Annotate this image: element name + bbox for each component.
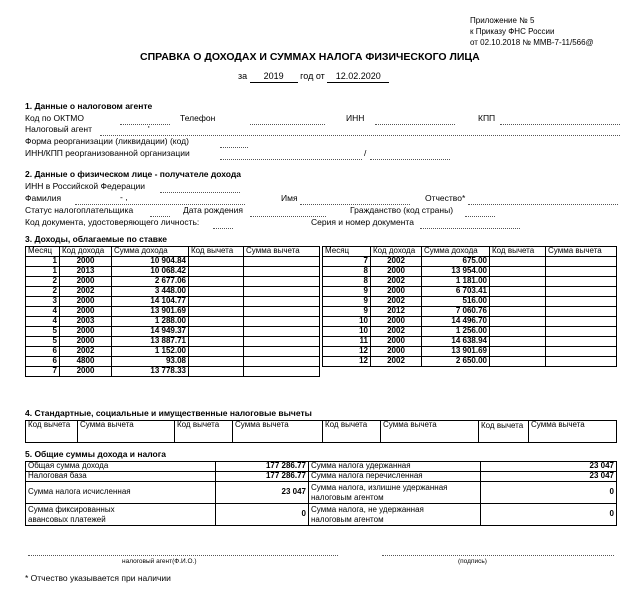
tax-base-value: 177 286.77 xyxy=(216,472,309,482)
agent-fio-caption: налоговый агент(Ф.И.О.) xyxy=(122,558,197,565)
table-row xyxy=(323,277,617,287)
cell-income-code: 2000 xyxy=(60,367,112,377)
table-row xyxy=(26,257,320,267)
cell-month: 9 xyxy=(323,287,371,297)
cell-deduct-sum xyxy=(244,327,320,337)
cell-income-code: 2000 xyxy=(60,327,112,337)
appendix-line2: к Приказу ФНС России xyxy=(470,27,555,36)
footnote: * Отчество указывается при наличии xyxy=(25,573,171,583)
cell-deduct-code xyxy=(189,337,244,347)
table-row xyxy=(26,277,320,287)
tax-withheld-label: Сумма налога удержанная xyxy=(309,462,481,472)
citizenship-field[interactable] xyxy=(465,216,495,217)
cell-income-sum: 14 638.94 xyxy=(422,337,490,347)
cell-deduct-code xyxy=(490,307,546,317)
cell-deduct-sum xyxy=(546,277,617,287)
cell-deduct-code xyxy=(490,347,546,357)
not-withheld-label-line2: налоговым агентом xyxy=(311,514,384,524)
cell-income-sum: 14 104.77 xyxy=(112,297,189,307)
cell-income-code: 2000 xyxy=(371,347,422,357)
cell-income-code: 2000 xyxy=(60,297,112,307)
inn-rf-label: ИНН в Российской Федерации xyxy=(25,181,146,191)
deduct-sum-1: Сумма вычета xyxy=(78,421,175,443)
table-row xyxy=(26,327,320,337)
inn-field[interactable] xyxy=(375,124,455,125)
cell-income-sum: 13 954.00 xyxy=(422,267,490,277)
inn-rf-field[interactable] xyxy=(160,192,240,193)
col-deduct-code: Код вычета xyxy=(490,247,546,257)
table-row xyxy=(26,347,320,357)
cell-deduct-sum xyxy=(244,337,320,347)
totals-table xyxy=(25,461,617,526)
col-month: Месяц xyxy=(26,247,60,257)
cell-income-code: 2002 xyxy=(371,357,422,367)
cell-month: 5 xyxy=(26,337,60,347)
cell-income-sum: 13 887.71 xyxy=(112,337,189,347)
table-row xyxy=(26,267,320,277)
cell-deduct-sum xyxy=(244,317,320,327)
cell-deduct-code xyxy=(189,357,244,367)
cell-deduct-sum xyxy=(546,297,617,307)
excess-label xyxy=(309,482,481,504)
deduct-sum-2: Сумма вычета xyxy=(233,421,323,443)
cell-income-sum: 14 949.37 xyxy=(112,327,189,337)
cell-month: 6 xyxy=(26,347,60,357)
cell-deduct-sum xyxy=(244,297,320,307)
cell-deduct-code xyxy=(189,267,244,277)
cell-deduct-sum xyxy=(244,277,320,287)
table-row xyxy=(26,367,320,377)
deduct-code-3: Код вычета xyxy=(323,421,381,443)
table-row xyxy=(323,347,617,357)
table-row xyxy=(26,307,320,317)
deduct-code-2: Код вычета xyxy=(175,421,233,443)
table-row xyxy=(323,267,617,277)
period-year: 2019 xyxy=(250,72,298,83)
kpp-field[interactable] xyxy=(500,124,620,125)
phone-field[interactable] xyxy=(250,124,325,125)
deduct-code-4: Код вычета xyxy=(479,421,529,443)
table-row xyxy=(323,257,617,267)
excess-label-line2: налоговым агентом xyxy=(311,492,384,502)
cell-deduct-sum xyxy=(546,307,617,317)
cell-income-sum: 14 496.70 xyxy=(422,317,490,327)
doc-series-field[interactable] xyxy=(420,228,520,229)
cell-deduct-sum xyxy=(244,367,320,377)
cell-deduct-sum xyxy=(546,287,617,297)
cell-income-code: 2002 xyxy=(60,287,112,297)
cell-month: 9 xyxy=(323,307,371,317)
cell-income-code: 2000 xyxy=(371,267,422,277)
total-income-label: Общая сумма дохода xyxy=(26,462,216,472)
reorg-slash: / xyxy=(364,148,367,158)
cell-deduct-sum xyxy=(546,317,617,327)
cell-month: 11 xyxy=(323,337,371,347)
cell-month: 10 xyxy=(323,317,371,327)
table-row xyxy=(323,287,617,297)
kpp-label: КПП xyxy=(478,113,496,123)
deductions-table xyxy=(25,420,617,443)
cell-income-sum: 3 448.00 xyxy=(112,287,189,297)
cell-income-code: 2002 xyxy=(371,277,422,287)
cell-income-sum: 93.08 xyxy=(112,357,189,367)
col-income-sum: Сумма дохода xyxy=(422,247,490,257)
appendix-line3: от 02.10.2018 № ММВ-7-11/566@ xyxy=(470,38,594,47)
cell-income-code: 2000 xyxy=(60,307,112,317)
cell-deduct-code xyxy=(189,287,244,297)
cell-deduct-code xyxy=(490,257,546,267)
cell-month: 7 xyxy=(323,257,371,267)
doc-series-label: Серия и номер документа xyxy=(311,217,414,227)
tax-withheld-value: 23 047 xyxy=(481,462,617,472)
cell-month: 12 xyxy=(323,347,371,357)
table-row xyxy=(26,317,320,327)
signature-caption: (подпись) xyxy=(458,558,487,565)
cell-income-code: 2002 xyxy=(371,297,422,307)
period-za: за xyxy=(238,71,248,81)
cell-income-sum: 675.00 xyxy=(422,257,490,267)
cell-deduct-sum xyxy=(546,327,617,337)
cell-deduct-sum xyxy=(244,267,320,277)
not-withheld-value: 0 xyxy=(481,504,617,526)
fixed-adv-label xyxy=(26,504,216,526)
table-row xyxy=(323,307,617,317)
cell-deduct-sum xyxy=(546,337,617,347)
excess-value: 0 xyxy=(481,482,617,504)
not-withheld-label-line1: Сумма налога, не удержанная xyxy=(311,504,424,514)
income-table-left xyxy=(25,246,320,377)
cell-deduct-sum xyxy=(244,357,320,367)
col-income-sum: Сумма дохода xyxy=(112,247,189,257)
cell-deduct-sum xyxy=(546,347,617,357)
cell-income-sum: 13 901.69 xyxy=(422,347,490,357)
table-row xyxy=(323,327,617,337)
section3-heading: 3. Доходы, облагаемые по ставке xyxy=(25,234,167,244)
col-deduct-sum: Сумма вычета xyxy=(244,247,320,257)
cell-deduct-code xyxy=(490,277,546,287)
signature-line-left[interactable] xyxy=(28,555,338,556)
doc-code-field[interactable] xyxy=(213,228,233,229)
cell-month: 8 xyxy=(323,277,371,287)
cell-income-sum: 2 650.00 xyxy=(422,357,490,367)
cell-month: 12 xyxy=(323,357,371,367)
fixed-adv-label-line1: Сумма фиксированных xyxy=(28,504,115,514)
cell-deduct-sum xyxy=(244,307,320,317)
section1-heading: 1. Данные о налоговом агенте xyxy=(25,101,153,111)
oktmo-label: Код по ОКТМО xyxy=(25,113,84,123)
cell-month: 4 xyxy=(26,317,60,327)
table-row xyxy=(26,287,320,297)
surname-mark: - , xyxy=(120,192,128,202)
appendix-line1: Приложение № 5 xyxy=(470,16,535,25)
section2-heading: 2. Данные о физическом лице - получателе дохода xyxy=(25,169,241,179)
reorg-inn-label: ИНН/КПП реорганизованной организации xyxy=(25,148,190,158)
cell-income-code: 2000 xyxy=(60,257,112,267)
cell-month: 1 xyxy=(26,267,60,277)
cell-income-sum: 516.00 xyxy=(422,297,490,307)
reorg-form-field[interactable] xyxy=(220,147,248,148)
document-title: СПРАВКА О ДОХОДАХ И СУММАХ НАЛОГА ФИЗИЧЕСКОГО ЛИЦА xyxy=(140,51,480,63)
cell-deduct-code xyxy=(189,327,244,337)
cell-deduct-code xyxy=(189,367,244,377)
name-label: Имя xyxy=(281,193,298,203)
col-deduct-code: Код вычета xyxy=(189,247,244,257)
signature-line-right[interactable] xyxy=(382,555,614,556)
income-table-left-header xyxy=(26,247,320,257)
agent-label: Налоговый агент xyxy=(25,124,92,134)
inn-label: ИНН xyxy=(346,113,365,123)
cell-deduct-code xyxy=(189,307,244,317)
cell-deduct-sum xyxy=(244,287,320,297)
reorg-inn-field[interactable] xyxy=(220,159,362,160)
cell-deduct-code xyxy=(189,257,244,267)
cell-income-code: 2002 xyxy=(371,327,422,337)
cell-month: 2 xyxy=(26,277,60,287)
cell-income-code: 2000 xyxy=(371,337,422,347)
cell-income-sum: 6 703.41 xyxy=(422,287,490,297)
table-row xyxy=(26,357,320,367)
cell-income-code: 2013 xyxy=(60,267,112,277)
cell-month: 9 xyxy=(323,297,371,307)
cell-income-code: 2002 xyxy=(60,347,112,357)
cell-deduct-sum xyxy=(546,357,617,367)
cell-deduct-code xyxy=(490,297,546,307)
cell-income-code: 2000 xyxy=(371,317,422,327)
col-income-code: Код дохода xyxy=(371,247,422,257)
cell-month: 3 xyxy=(26,297,60,307)
period-date: 12.02.2020 xyxy=(327,72,389,83)
cell-income-sum: 1 256.00 xyxy=(422,327,490,337)
period-line xyxy=(238,72,389,83)
period-god-ot: год от xyxy=(300,71,325,81)
cell-deduct-sum xyxy=(546,257,617,267)
tax-calc-label: Сумма налога исчисленная xyxy=(26,482,216,504)
income-table-right-header xyxy=(323,247,617,257)
table-row xyxy=(323,297,617,307)
cell-income-code: 4800 xyxy=(60,357,112,367)
col-month: Месяц xyxy=(323,247,371,257)
section4-heading: 4. Стандартные, социальные и имущественные налоговые вычеты xyxy=(25,408,312,418)
tax-base-label: Налоговая база xyxy=(26,472,216,482)
table-row xyxy=(26,337,320,347)
reorg-form-label: Форма реорганизации (ликвидации) (код) xyxy=(25,136,189,146)
cell-deduct-code xyxy=(189,277,244,287)
cell-income-code: 2012 xyxy=(371,307,422,317)
tax-calc-value: 23 047 xyxy=(216,482,309,504)
cell-deduct-code xyxy=(490,327,546,337)
cell-income-sum: 13 778.33 xyxy=(112,367,189,377)
cell-income-sum: 2 677.06 xyxy=(112,277,189,287)
cell-deduct-code xyxy=(490,287,546,297)
cell-income-code: 2002 xyxy=(371,257,422,267)
cell-income-code: 2000 xyxy=(60,277,112,287)
cell-month: 4 xyxy=(26,307,60,317)
deduct-code-1: Код вычета xyxy=(26,421,78,443)
cell-deduct-sum xyxy=(546,267,617,277)
cell-deduct-code xyxy=(490,317,546,327)
cell-deduct-code xyxy=(490,267,546,277)
cell-month: 5 xyxy=(26,327,60,337)
cell-month: 7 xyxy=(26,367,60,377)
cell-income-sum: 1 181.00 xyxy=(422,277,490,287)
cell-deduct-sum xyxy=(244,347,320,357)
table-row xyxy=(26,297,320,307)
dob-label: Дата рождения xyxy=(183,205,243,215)
doc-code-label: Код документа, удостоверяющего личность: xyxy=(25,217,200,227)
citizenship-label: Гражданство (код страны) xyxy=(350,205,454,215)
tax-transferred-label: Сумма налога перечисленная xyxy=(309,472,481,482)
cell-deduct-code xyxy=(189,297,244,307)
total-income-value: 177 286.77 xyxy=(216,462,309,472)
excess-label-line1: Сумма налога, излишне удержанная xyxy=(311,482,448,492)
cell-income-sum: 1 152.00 xyxy=(112,347,189,357)
cell-income-sum: 1 288.00 xyxy=(112,317,189,327)
deduct-sum-4: Сумма вычета xyxy=(529,421,617,443)
table-row xyxy=(323,357,617,367)
oktmo-field[interactable] xyxy=(120,124,170,125)
cell-income-sum: 10 904.84 xyxy=(112,257,189,267)
cell-deduct-code xyxy=(189,317,244,327)
cell-income-sum: 10 068.42 xyxy=(112,267,189,277)
fixed-adv-value: 0 xyxy=(216,504,309,526)
cell-month: 10 xyxy=(323,327,371,337)
col-income-code: Код дохода xyxy=(60,247,112,257)
col-deduct-sum: Сумма вычета xyxy=(546,247,617,257)
cell-month: 6 xyxy=(26,357,60,367)
cell-income-code: 2000 xyxy=(60,337,112,347)
tax-transferred-value: 23 047 xyxy=(481,472,617,482)
fixed-adv-label-line2: авансовых платежей xyxy=(28,514,106,524)
cell-income-code: 2003 xyxy=(60,317,112,327)
surname-label: Фамилия xyxy=(25,193,62,203)
cell-income-sum: 7 060.76 xyxy=(422,307,490,317)
section5-heading: 5. Общие суммы дохода и налога xyxy=(25,449,166,459)
cell-deduct-code xyxy=(490,337,546,347)
deduct-sum-3: Сумма вычета xyxy=(381,421,479,443)
agent-mark: ' xyxy=(148,124,150,134)
cell-income-code: 2000 xyxy=(371,287,422,297)
cell-month: 1 xyxy=(26,257,60,267)
cell-deduct-sum xyxy=(244,257,320,267)
phone-label: Телефон xyxy=(180,113,216,123)
reorg-kpp-field[interactable] xyxy=(370,159,450,160)
not-withheld-label xyxy=(309,504,481,526)
cell-income-sum: 13 901.69 xyxy=(112,307,189,317)
table-row xyxy=(323,317,617,327)
cell-month: 2 xyxy=(26,287,60,297)
patronymic-label: Отчество* xyxy=(425,193,466,203)
patronymic-field[interactable] xyxy=(468,204,618,205)
status-label: Статус налогоплательщика xyxy=(25,205,134,215)
cell-deduct-code xyxy=(189,347,244,357)
table-row xyxy=(323,337,617,347)
cell-month: 8 xyxy=(323,267,371,277)
cell-deduct-code xyxy=(490,357,546,367)
income-table-right xyxy=(322,246,617,367)
